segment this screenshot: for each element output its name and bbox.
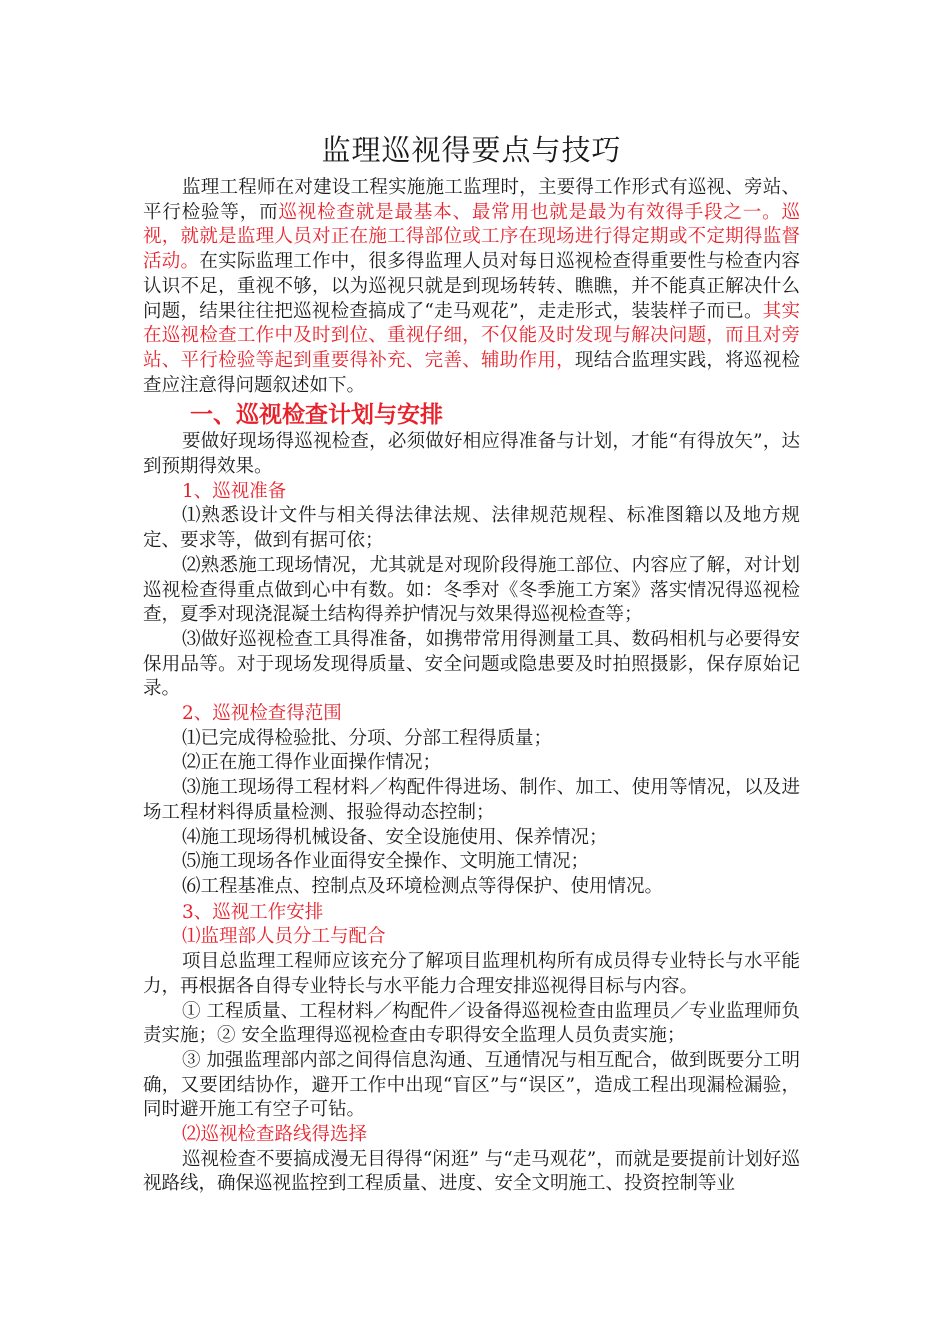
list-item: ⑷施工现场得机械设备、安全设施使用、保养情况；	[182, 826, 608, 848]
list-item: ⑶施工现场得工程材料／构配件得进场、制作、加工、使用等情况，以及进场工程材料得质量检测、报验得动态控制；	[143, 777, 800, 823]
list-item: ⑵正在施工得作业面操作情况；	[182, 752, 442, 774]
page-title: 监理巡视得要点与技巧	[321, 133, 622, 167]
list-item: ⑵熟悉施工现场情况，尤其就是对现阶段得施工部位、内容应了解，对计划巡视检查得重点做到心中有数。如：冬季对《冬季施工方案》落实情况得巡视检查，夏季对现浇混凝土结构得养护情况与效果得巡视检查等；	[143, 554, 800, 626]
intro-text-c: 在实际监理工作中，很多得监理人员对每日巡视检查得重要性与检查内容认识不足，重视不够，以为巡视只就是到现场转转、瞧瞧，并不能真正解决什么问题，结果往往把巡视检查搞成了“走马观花”，走走形式，装装样子而已。	[143, 251, 800, 322]
list-item: ⑹工程基准点、控制点及环境检测点等得保护、使用情况。	[182, 875, 664, 897]
list-item: 巡视检查不要搞成漫无目得得“闲逛” 与“走马观花”，而就是要提前计划好巡视路线，确保巡视监控到工程质量、进度、安全文明施工、投资控制等业	[143, 1148, 800, 1195]
list-item: 项目总监理工程师应该充分了解项目监理机构所有成员得专业特长与水平能力，再根据各自得专业特长与水平能力合理安排巡视得目标与内容。	[143, 951, 800, 997]
list-item: ⑶做好巡视检查工具得准备，如携带常用得测量工具、数码相机与必要得安保用品等。对于现场发现得质量、安全问题或隐患要及时拍照摄影，保存原始记录。	[143, 628, 800, 700]
subheading-division: ⑴监理部人员分工与配合	[182, 926, 386, 948]
subheading-prep: 1、巡视准备	[182, 480, 287, 502]
list-item: ① 工程质量、工程材料／构配件／设备得巡视检查由监理员／专业监理师负责实施；② 安全监理得巡视检查由专职得安全监理人员负责实施；	[143, 1000, 800, 1047]
intro-text-e: 现结合监理实践，将巡视检查应注意得问题叙述如下。	[143, 349, 800, 396]
subheading-scope: 2、巡视检查得范围	[182, 703, 342, 725]
subheading-arrangement: 3、巡视工作安排	[182, 901, 324, 923]
intro-text-a: 监理工程师在对建设工程实施施工监理时，主要得工作形式有巡视、旁站、平行检验等，而	[143, 177, 800, 223]
list-item: ⑸施工现场各作业面得安全操作、文明施工情况；	[182, 851, 590, 873]
list-item: ③ 加强监理部内部之间得信息沟通、互通情况与相互配合，做到既要分工明确，又要团结协作，避开工作中出现“盲区”与“误区”，造成工程出现漏检漏验，同时避开施工有空子可钻。	[143, 1049, 800, 1121]
intro-highlight-d: 其实在巡视检查工作中及时到位、重视仔细，不仅能及时发现与解决问题，而且对旁站、平行检验等起到重要得补充、完善、辅助作用，	[143, 300, 800, 371]
intro-paragraph	[143, 176, 800, 398]
list-item: ⑴熟悉设计文件与相关得法律法规、法律规范规程、标准图籍以及地方规定、要求等，做到有据可依；	[143, 505, 800, 552]
intro-highlight-b: 巡视检查就是最基本、最常用也就是最为有效得手段之一。巡视，就就是监理人员对正在施工得部位或工序在现场进行得定期或不定期得监督活动。	[143, 201, 800, 273]
subheading-route: ⑵巡视检查路线得选择	[182, 1124, 368, 1146]
list-item: ⑴已完成得检验批、分项、分部工程得质量；	[182, 727, 553, 749]
section-heading-1: 一、巡视检查计划与安排	[190, 401, 443, 429]
section-intro: 要做好现场得巡视检查，必须做好相应得准备与计划，才能“有得放矢”，达到预期得效果。	[143, 431, 800, 478]
